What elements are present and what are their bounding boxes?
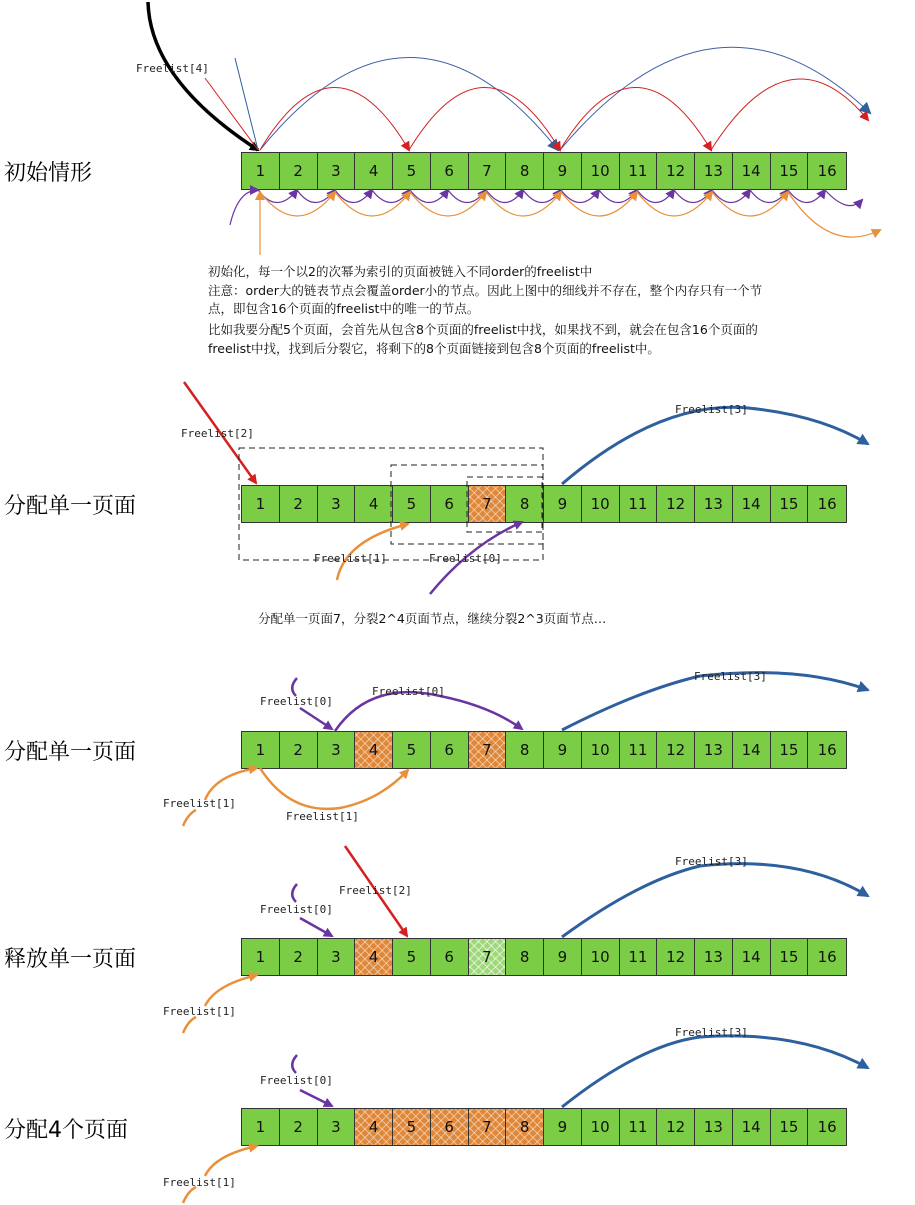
page-cell-5: 5 <box>393 1109 431 1145</box>
page-cell-15: 15 <box>771 732 809 768</box>
label-s4-freelist1: Freelist[1] <box>163 1005 236 1018</box>
label-s5-freelist3: Freelist[3] <box>675 1026 748 1039</box>
blue-arc-1-9 <box>260 58 558 151</box>
page-cell-4: 4 <box>355 939 393 975</box>
page-cell-2: 2 <box>280 732 318 768</box>
orange-arc-1-to-5 <box>260 768 408 809</box>
orange-arrow-s5 <box>205 1146 257 1176</box>
note-split-description: 分配单一页面7，分裂2^4页面节点，继续分裂2^3页面节点… <box>258 611 607 626</box>
label-s3-freelist1-left: Freelist[1] <box>163 797 236 810</box>
page-cell-5: 5 <box>393 153 431 189</box>
page-cell-9: 9 <box>544 486 582 522</box>
page-cell-12: 12 <box>657 153 695 189</box>
page-cell-6: 6 <box>431 732 469 768</box>
page-cell-6: 6 <box>431 1109 469 1145</box>
note-line-3: 点，即包含16个页面的freelist中的唯一的节点。 <box>208 301 480 316</box>
page-cell-10: 10 <box>582 939 620 975</box>
label-s4-freelist2: Freelist[2] <box>339 884 412 897</box>
page-cell-4: 4 <box>355 1109 393 1145</box>
note-line-4: 比如我要分配5个页面，会首先从包含8个页面的freelist中找，如果找不到，就会在包含16个页面的 <box>208 322 758 337</box>
section-title-alloc-single-1: 分配单一页面 <box>4 494 137 519</box>
page-cell-8: 8 <box>506 732 544 768</box>
red-arc-1-5 <box>260 88 409 151</box>
page-cell-14: 14 <box>733 732 771 768</box>
label-s2-freelist3: Freelist[3] <box>675 403 748 416</box>
page-cell-11: 11 <box>620 939 658 975</box>
dashed-box-order2 <box>467 477 542 532</box>
page-cell-12: 12 <box>657 732 695 768</box>
page-cell-8: 8 <box>506 1109 544 1145</box>
page-cell-6: 6 <box>431 153 469 189</box>
page-cell-16: 16 <box>808 939 846 975</box>
page-cell-7: 7 <box>469 486 507 522</box>
page-cell-11: 11 <box>620 486 658 522</box>
page-cell-12: 12 <box>657 1109 695 1145</box>
label-s3-freelist3: Freelist[3] <box>694 670 767 683</box>
page-cell-11: 11 <box>620 1109 658 1145</box>
page-cell-11: 11 <box>620 732 658 768</box>
page-cell-4: 4 <box>355 153 393 189</box>
section-title-alloc-four: 分配4个页面 <box>4 1118 128 1143</box>
page-cell-10: 10 <box>582 486 620 522</box>
page-cell-16: 16 <box>808 1109 846 1145</box>
purple-curl-s5 <box>292 1055 297 1073</box>
page-cell-9: 9 <box>544 732 582 768</box>
page-cell-12: 12 <box>657 939 695 975</box>
page-cell-3: 3 <box>318 939 356 975</box>
page-cell-15: 15 <box>771 486 809 522</box>
orange-arrow-s3-to-1 <box>205 768 257 800</box>
page-cell-10: 10 <box>582 1109 620 1145</box>
purple-arc-3-to-8 <box>335 692 522 731</box>
label-s3-freelist0-mid: Freelist[0] <box>372 685 445 698</box>
page-cell-2: 2 <box>280 1109 318 1145</box>
blue-arc-9-end <box>560 47 870 150</box>
label-s5-freelist1: Freelist[1] <box>163 1176 236 1189</box>
page-cell-6: 6 <box>431 939 469 975</box>
page-cell-5: 5 <box>393 939 431 975</box>
page-cell-4: 4 <box>355 732 393 768</box>
page-cell-16: 16 <box>808 486 846 522</box>
label-s2-freelist2: Freelist[2] <box>181 427 254 440</box>
label-s3-freelist1-mid: Freelist[1] <box>286 810 359 823</box>
page-cell-5: 5 <box>393 486 431 522</box>
note-line-1: 初始化，每一个以2的次幂为索引的页面被链入不同order的freelist中 <box>208 264 593 279</box>
page-cell-2: 2 <box>280 153 318 189</box>
purple-curl-s4 <box>292 884 297 902</box>
page-cell-13: 13 <box>695 732 733 768</box>
page-cell-13: 13 <box>695 153 733 189</box>
blue-arrow-s4 <box>562 864 868 937</box>
purple-arrow-s3-to-3 <box>300 708 332 729</box>
page-cell-15: 15 <box>771 153 809 189</box>
page-cell-8: 8 <box>506 153 544 189</box>
page-cell-2: 2 <box>280 486 318 522</box>
orange-arrow-s4 <box>205 975 257 1006</box>
page-cell-13: 13 <box>695 486 733 522</box>
page-cell-6: 6 <box>431 486 469 522</box>
page-cell-10: 10 <box>582 732 620 768</box>
page-cell-2: 2 <box>280 939 318 975</box>
page-cell-11: 11 <box>620 153 658 189</box>
page-cell-16: 16 <box>808 153 846 189</box>
page-cell-12: 12 <box>657 486 695 522</box>
note-line-2: 注意：order大的链表节点会覆盖order小的节点。因此上图中的细线并不存在，整个内存只有一个节 <box>208 283 763 298</box>
page-cell-1: 1 <box>242 486 280 522</box>
label-s2-freelist0: Freelist[0] <box>429 552 502 565</box>
page-cell-3: 3 <box>318 486 356 522</box>
orange-curl-s4 <box>183 1017 196 1033</box>
page-cell-1: 1 <box>242 939 280 975</box>
page-cell-14: 14 <box>733 939 771 975</box>
red-pointer-freelist4 <box>205 78 258 150</box>
page-cell-7: 7 <box>469 153 507 189</box>
page-cell-8: 8 <box>506 939 544 975</box>
page-cell-14: 14 <box>733 486 771 522</box>
blue-arrow-s5 <box>562 1036 868 1107</box>
red-arc-13-end <box>711 79 868 150</box>
page-cell-13: 13 <box>695 939 733 975</box>
page-cell-14: 14 <box>733 1109 771 1145</box>
page-cell-7: 7 <box>469 1109 507 1145</box>
page-cell-9: 9 <box>544 1109 582 1145</box>
label-s1-freelist4: Freelist[4] <box>136 62 209 75</box>
blue-arrow-freelist3 <box>562 407 868 484</box>
label-s2-freelist1: Freelist[1] <box>314 552 387 565</box>
label-s3-freelist0-left: Freelist[0] <box>260 695 333 708</box>
section-title-alloc-single-2: 分配单一页面 <box>4 740 137 765</box>
page-cell-4: 4 <box>355 486 393 522</box>
page-cell-9: 9 <box>544 939 582 975</box>
page-cell-14: 14 <box>733 153 771 189</box>
purple-arrow-s5 <box>300 1090 332 1106</box>
page-cell-13: 13 <box>695 1109 733 1145</box>
page-cell-3: 3 <box>318 1109 356 1145</box>
orange-curl-s5 <box>183 1187 196 1203</box>
page-cell-1: 1 <box>242 153 280 189</box>
red-arc-9-13 <box>560 88 711 151</box>
label-s4-freelist0: Freelist[0] <box>260 903 333 916</box>
page-cell-9: 9 <box>544 153 582 189</box>
purple-arrow-s4 <box>300 918 332 936</box>
page-cell-5: 5 <box>393 732 431 768</box>
page-cell-10: 10 <box>582 153 620 189</box>
page-cell-7: 7 <box>469 939 507 975</box>
page-cell-15: 15 <box>771 939 809 975</box>
note-line-5: freelist中找，找到后分裂它，将剩下的8个页面链接到包含8个页面的freelist中。 <box>208 341 660 356</box>
page-cell-8: 8 <box>506 486 544 522</box>
page-cell-7: 7 <box>469 732 507 768</box>
purple-curl-s3 <box>292 678 297 696</box>
label-s5-freelist0: Freelist[0] <box>260 1074 333 1087</box>
section-title-free-single: 释放单一页面 <box>4 947 137 972</box>
section-title-initial: 初始情形 <box>4 161 93 186</box>
orange-curl-s3 <box>183 810 196 826</box>
page-cell-15: 15 <box>771 1109 809 1145</box>
label-s4-freelist3: Freelist[3] <box>675 855 748 868</box>
page-cell-1: 1 <box>242 1109 280 1145</box>
orange-arcs-below <box>260 192 880 255</box>
page-cell-3: 3 <box>318 153 356 189</box>
page-cell-16: 16 <box>808 732 846 768</box>
page-cell-3: 3 <box>318 732 356 768</box>
red-arc-5-9 <box>409 88 560 151</box>
page-cell-1: 1 <box>242 732 280 768</box>
